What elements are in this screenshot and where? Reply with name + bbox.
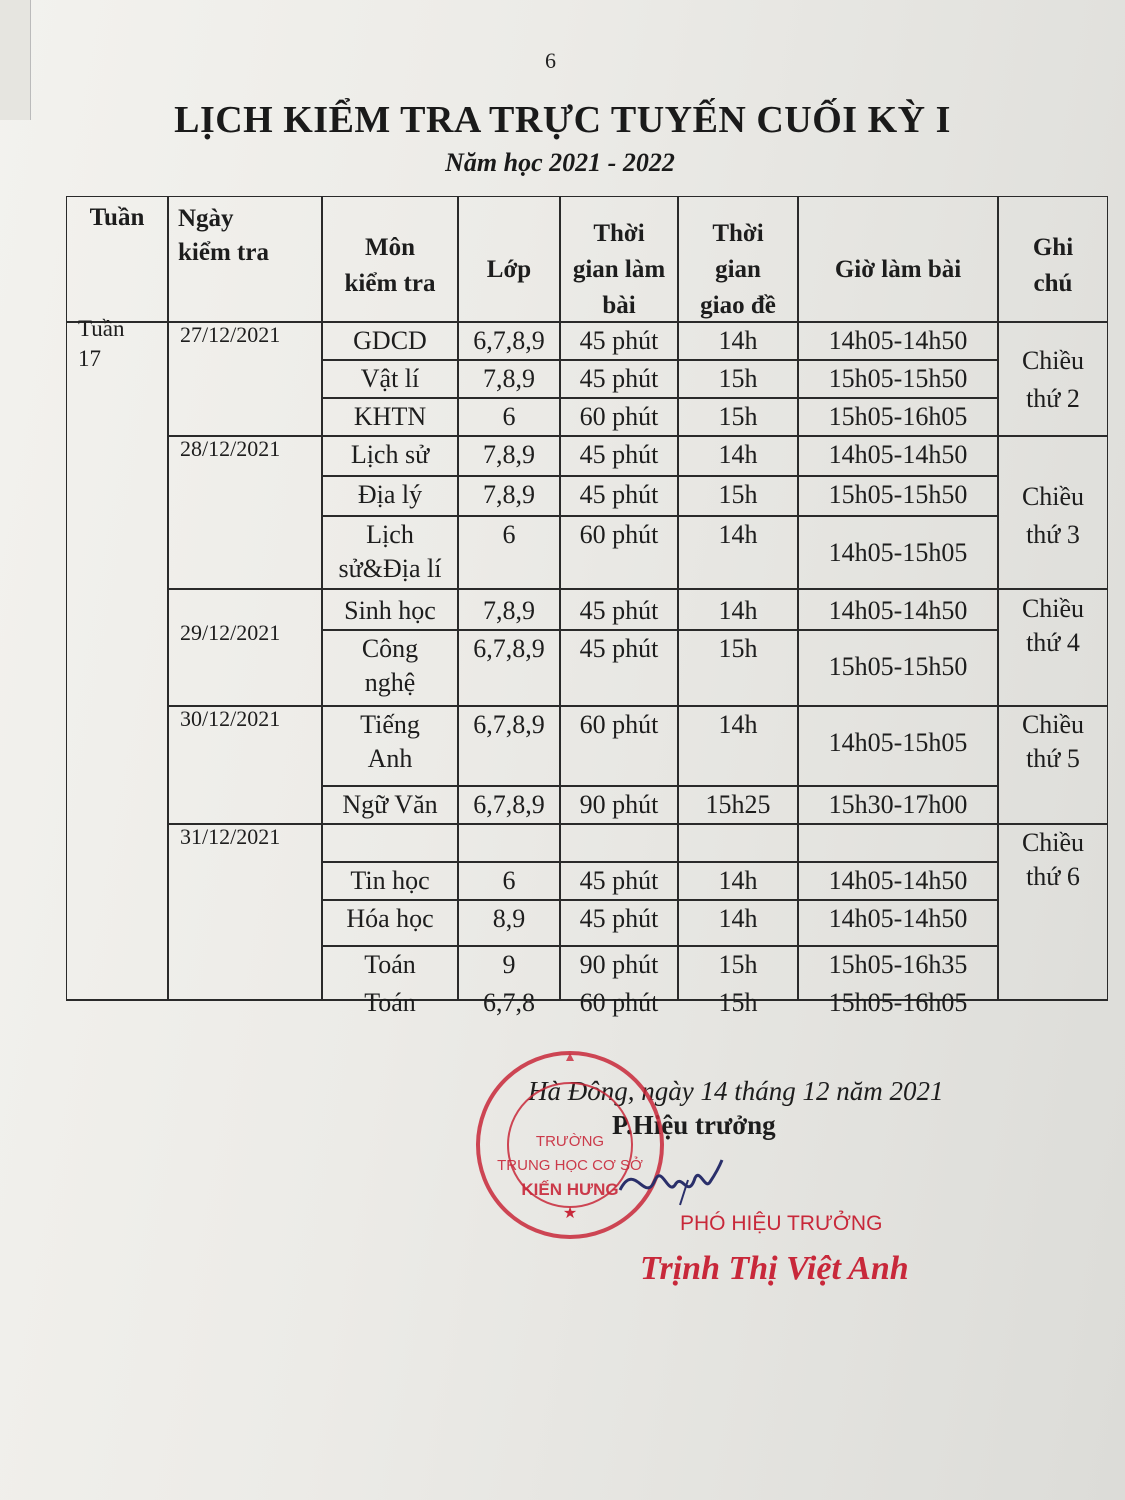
table-cell-duration: 60 phút [579, 710, 659, 739]
note-line: Chiều [1021, 346, 1085, 375]
subject-line: sử&Địa lí [338, 554, 442, 583]
subject-line: Lịch [366, 520, 414, 549]
subject-line: Sinh học [344, 596, 436, 625]
table-cell-grade: 7,8,9 [483, 440, 535, 469]
table-cell-time: 15h05-16h05 [828, 988, 968, 1017]
header-duration-line2: gian làm [572, 256, 666, 283]
subject-line: Vật lí [360, 364, 420, 393]
table-cell-duration: 45 phút [579, 596, 659, 625]
table-cell-time: 14h05-14h50 [828, 866, 968, 895]
header-subject-line1: Môn [365, 234, 415, 261]
svg-text:★: ★ [562, 1205, 578, 1222]
table-cell-time: 14h05-14h50 [828, 904, 968, 933]
place-and-date: Hà Đông, ngày 14 tháng 12 năm 2021 [528, 1076, 944, 1106]
exam-date: 28/12/2021 [180, 436, 281, 461]
table-cell-time: 15h05-15h50 [828, 480, 968, 509]
table-cell-duration: 45 phút [579, 326, 659, 355]
header-subject [322, 230, 458, 302]
table-cell-grade: 6,7,8,9 [473, 326, 545, 355]
table-cell-subject [322, 864, 458, 898]
table-cell-time: 15h05-16h35 [828, 950, 968, 979]
note-cell [998, 342, 1108, 418]
table-cell-grade: 9 [502, 950, 516, 979]
note-line: thứ 6 [1026, 862, 1080, 891]
table-cell-subject [322, 708, 458, 776]
subject-line: nghệ [364, 668, 416, 697]
table-cell-subject [322, 478, 458, 512]
table-cell-duration: 90 phút [579, 950, 659, 979]
header-issue-line2: gian [715, 256, 761, 283]
note-cell [998, 478, 1108, 554]
header-date-line2: kiểm tra [178, 239, 269, 266]
signer-name: Trịnh Thị Việt Anh [640, 1250, 909, 1287]
header-grade: Lớp [486, 256, 532, 283]
table-cell-subject [322, 632, 458, 700]
header-issue-line3: giao đề [700, 292, 776, 319]
table-cell-grade: 6 [502, 520, 516, 549]
table-cell-grade: 6,7,8,9 [473, 634, 545, 663]
note-line: thứ 4 [1026, 628, 1080, 657]
note-cell [998, 708, 1108, 776]
subject-line: Anh [367, 744, 413, 773]
header-issue-line1: Thời [712, 220, 764, 247]
subject-line: KHTN [353, 402, 427, 431]
table-cell-issue: 15h [718, 950, 758, 979]
note-line: Chiều [1021, 594, 1085, 623]
table-cell-issue: 15h [718, 402, 758, 431]
table-cell-grade: 7,8,9 [483, 364, 535, 393]
table-cell-duration: 90 phút [579, 790, 659, 819]
exam-date: 31/12/2021 [180, 824, 281, 849]
exam-date: 30/12/2021 [180, 706, 281, 731]
subject-line: Tin học [350, 866, 430, 895]
header-duration-line3: bài [602, 292, 636, 319]
subject-line: Địa lý [357, 480, 423, 509]
table-cell-time: 14h05-15h05 [828, 728, 968, 757]
table-cell-issue: 14h [718, 866, 758, 895]
table-cell-subject [322, 788, 458, 822]
subject-line: Toán [364, 950, 416, 979]
note-line: Chiều [1021, 828, 1085, 857]
table-cell-time: 15h30-17h00 [828, 790, 968, 819]
note-line: thứ 5 [1026, 744, 1080, 773]
table-cell-duration: 45 phút [579, 866, 659, 895]
table-cell-time: 15h05-16h05 [828, 402, 968, 431]
table-cell-issue: 14h [718, 520, 758, 549]
table-cell-duration: 45 phút [579, 904, 659, 933]
table-cell-subject [322, 362, 458, 396]
week-number: 17 [78, 346, 101, 371]
document-title: LỊCH KIỂM TRA TRỰC TUYẾN CUỐI KỲ I [174, 99, 951, 141]
handwritten-signature [610, 1150, 730, 1220]
subject-line: Lịch sử [350, 440, 430, 469]
table-cell-duration: 60 phút [579, 988, 659, 1017]
table-cell-grade: 7,8,9 [483, 596, 535, 625]
header-issue-time [678, 216, 798, 324]
header-duration-line1: Thời [593, 220, 645, 247]
table-cell-duration: 45 phút [579, 634, 659, 663]
table-cell-duration: 45 phút [579, 440, 659, 469]
table-cell-subject [322, 986, 458, 1020]
page-number: 6 [545, 48, 556, 73]
header-notes-line1: Ghi [1032, 234, 1074, 261]
table-cell-grade: 7,8,9 [483, 480, 535, 509]
subject-line: GDCD [353, 326, 427, 355]
header-notes-line2: chú [1033, 270, 1073, 297]
table-cell-subject [322, 594, 458, 628]
table-cell-time: 14h05-14h50 [828, 596, 968, 625]
table-cell-time: 14h05-14h50 [828, 326, 968, 355]
table-cell-time: 15h05-15h50 [828, 364, 968, 393]
header-exam-time: Giờ làm bài [834, 256, 962, 283]
table-cell-issue: 14h [718, 710, 758, 739]
table-cell-issue: 14h [718, 596, 758, 625]
table-cell-subject [322, 400, 458, 434]
table-cell-issue: 14h [718, 440, 758, 469]
table-cell-issue: 14h [718, 904, 758, 933]
note-line: thứ 3 [1026, 520, 1080, 549]
table-cell-grade: 6 [502, 866, 516, 895]
table-cell-subject [322, 518, 458, 586]
table-cell-grade: 6 [502, 402, 516, 431]
subject-line: Công [361, 634, 419, 663]
table-cell-subject [322, 324, 458, 358]
table-cell-issue: 15h25 [705, 790, 771, 819]
header-week: Tuần [89, 204, 145, 231]
table-cell-issue: 14h [718, 326, 758, 355]
exam-date: 27/12/2021 [180, 322, 281, 347]
note-line: thứ 2 [1026, 384, 1080, 413]
header-subject-line2: kiểm tra [344, 270, 436, 297]
stamp-signer-title: PHÓ HIỆU TRƯỞNG [680, 1212, 883, 1235]
note-cell [998, 826, 1108, 894]
table-cell-time: 14h05-15h05 [828, 538, 968, 567]
school-year: Năm học 2021 - 2022 [445, 148, 675, 177]
note-cell [998, 592, 1108, 660]
subject-line: Hóa học [346, 904, 434, 933]
table-cell-subject [322, 948, 458, 982]
stamp-inner-text: TRƯỜNG TRUNG HỌC CƠ SỞ KIẾN HƯNG [497, 1133, 643, 1199]
table-cell-issue: 15h [718, 634, 758, 663]
signer-role: P.Hiệu trưởng [612, 1110, 776, 1140]
header-date-line1: Ngày [178, 205, 234, 232]
table-cell-subject [322, 438, 458, 472]
table-cell-duration: 45 phút [579, 480, 659, 509]
subject-line: Tiếng [360, 710, 420, 739]
subject-line: Ngữ Văn [342, 790, 438, 819]
table-cell-duration: 45 phút [579, 364, 659, 393]
note-line: Chiều [1021, 710, 1085, 739]
table-cell-issue: 15h [718, 364, 758, 393]
exam-date: 29/12/2021 [180, 620, 281, 645]
exam-schedule-table [66, 196, 1108, 1017]
table-cell-grade: 6,7,8,9 [473, 790, 545, 819]
table-cell-grade: 8,9 [492, 904, 526, 933]
table-cell-duration: 60 phút [579, 520, 659, 549]
header-date [178, 202, 318, 270]
table-cell-duration: 60 phút [579, 402, 659, 431]
week-label: Tuần [78, 316, 125, 341]
subject-line: Toán [364, 988, 416, 1017]
table-cell-time: 14h05-14h50 [828, 440, 968, 469]
table-cell-grade: 6,7,8 [483, 988, 535, 1017]
header-duration [560, 216, 678, 324]
table-cell-subject [322, 902, 458, 936]
table-cell-time: 15h05-15h50 [828, 652, 968, 681]
table-cell-grade: 6,7,8,9 [473, 710, 545, 739]
note-line: Chiều [1021, 482, 1085, 511]
table-cell-issue: 15h [718, 988, 758, 1017]
header-notes [998, 230, 1108, 302]
table-cell-issue: 15h [718, 480, 758, 509]
week-cell [78, 314, 158, 374]
